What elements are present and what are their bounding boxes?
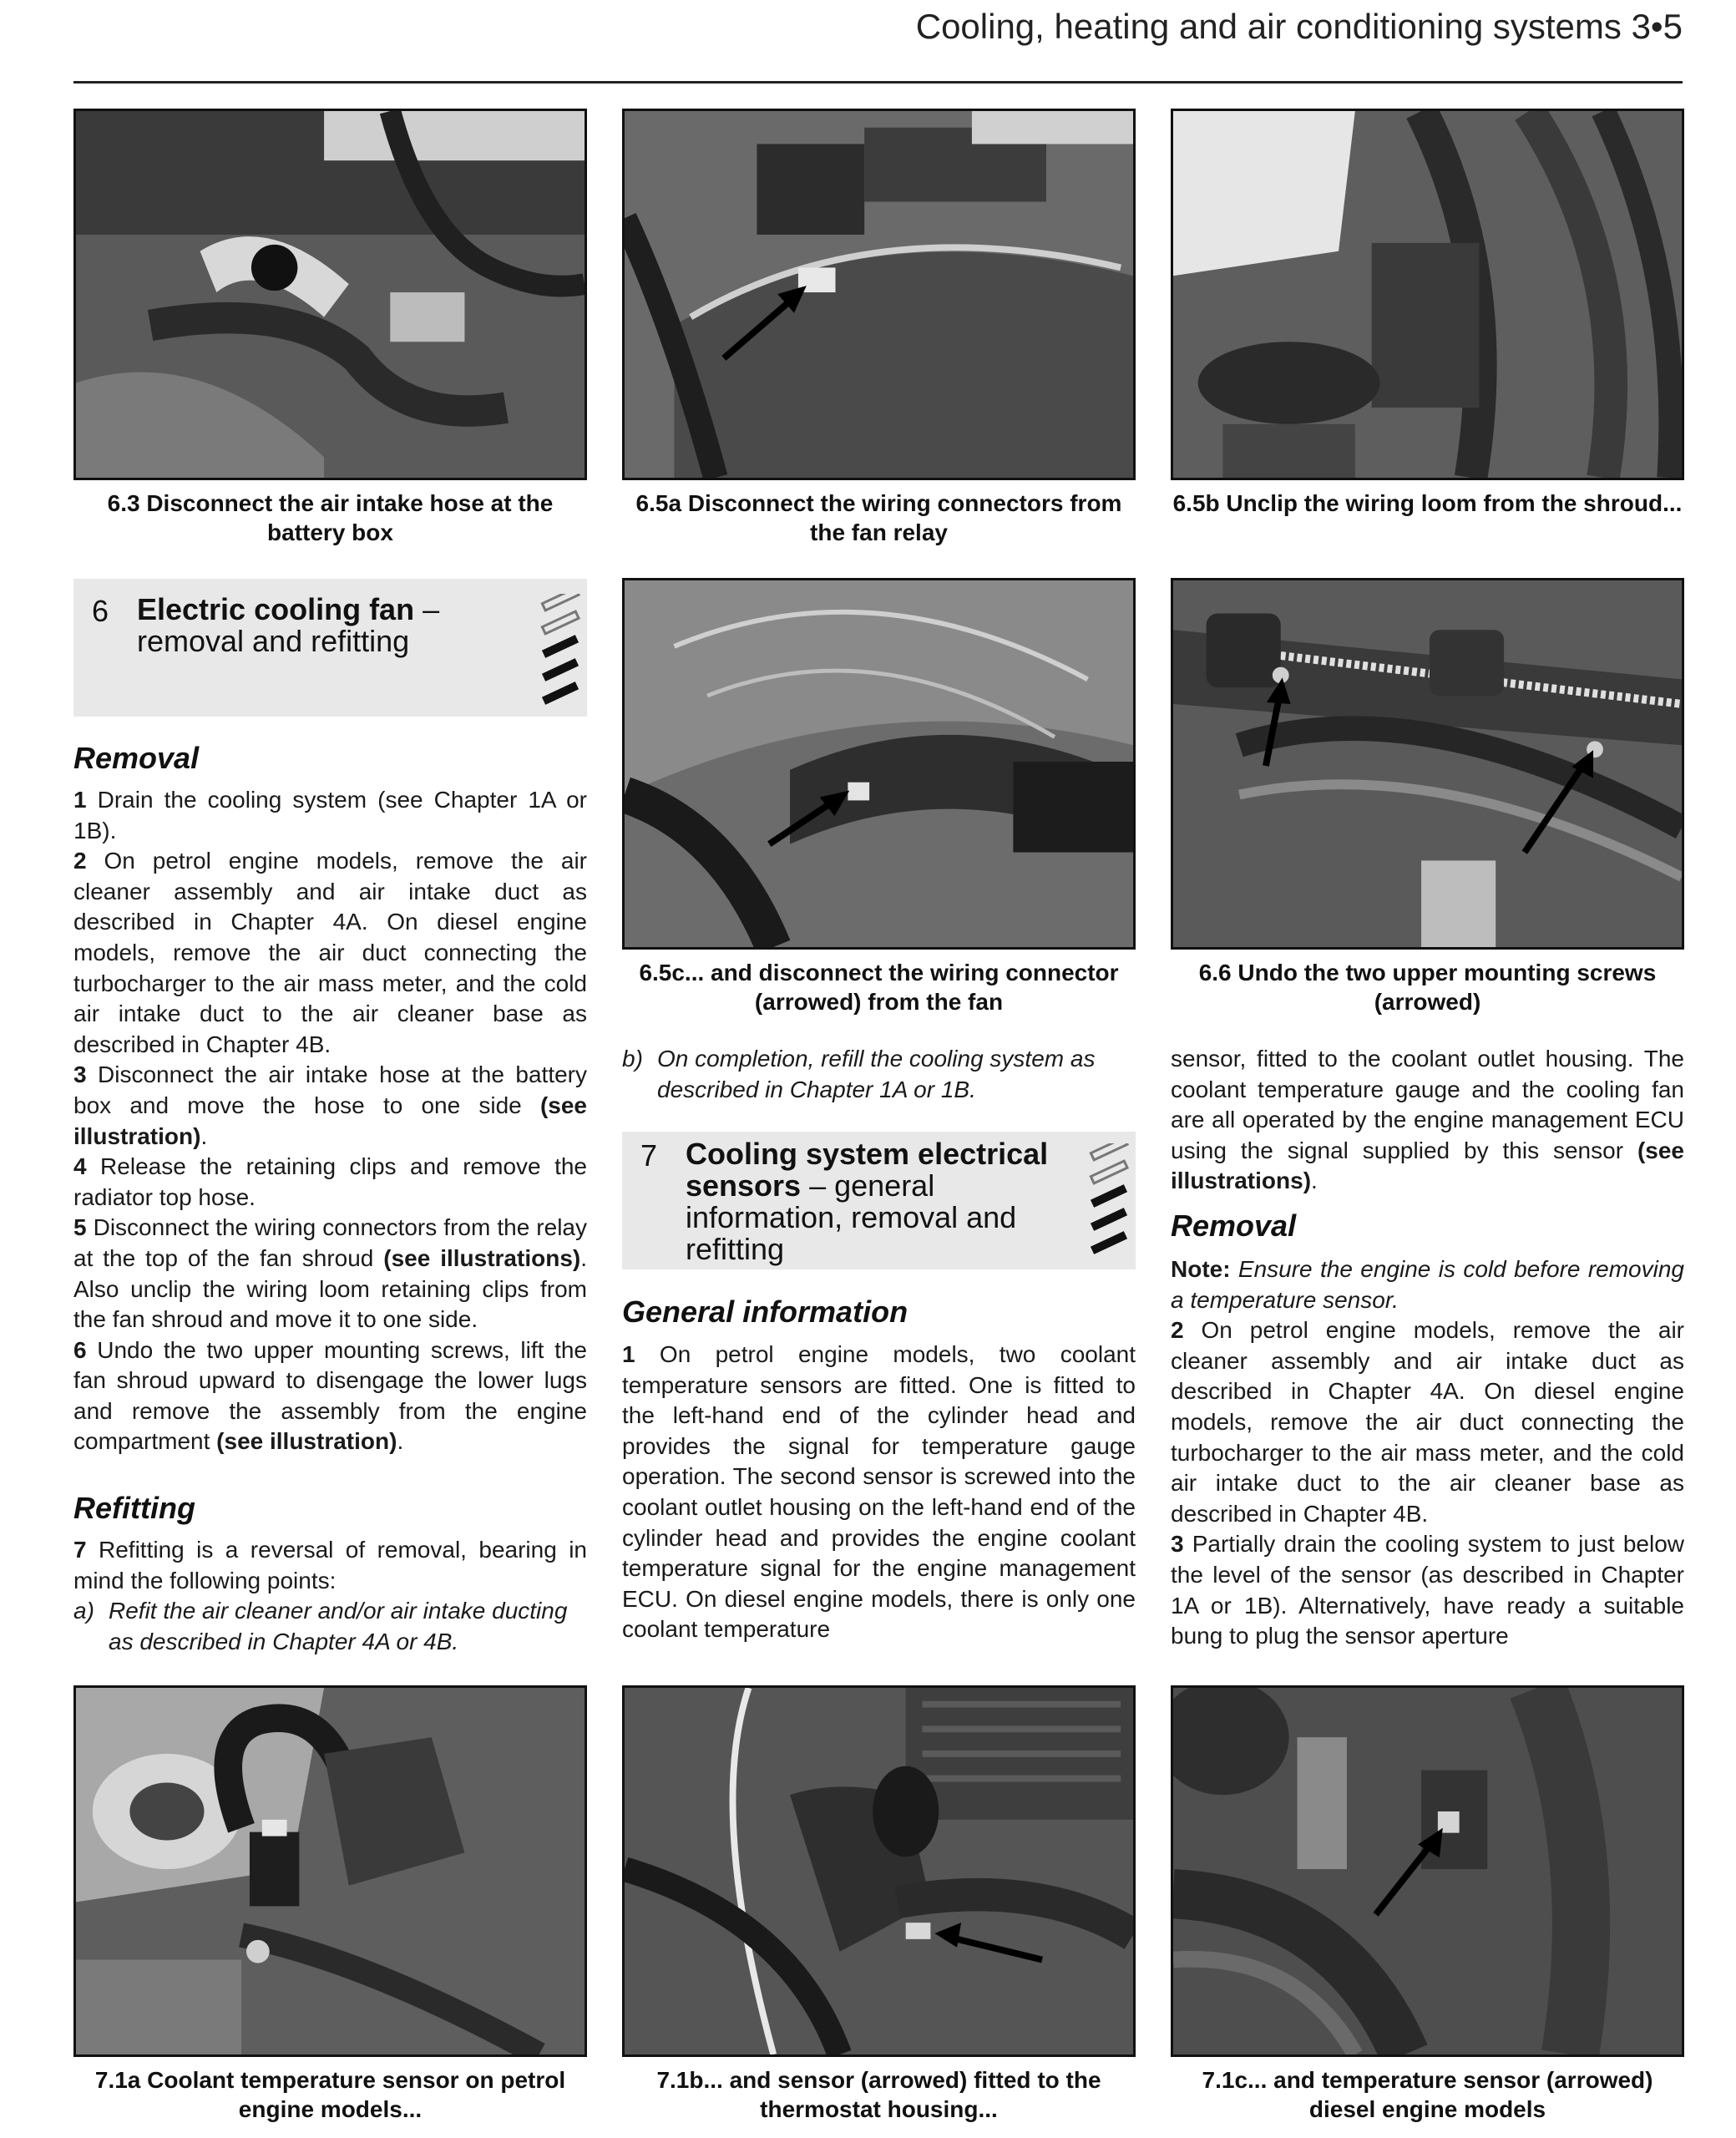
caption-6-5b: 6.5b Unclip the wiring loom from the shroud... [1172,490,1683,516]
section-7-general-text [622,1340,1136,1645]
photo-6-6 [1171,578,1684,950]
caption-7-1c: 7.1c... and temperature sensor (arrowed) diesel engine models [1202,2067,1653,2122]
step-7-1: 1 On petrol engine models, two coolant temperature sensors are fitted. One is fitted to the left-hand end of the cylinder head and provides the signal for temperature gauge operation. The second sensor is screwed into the coolant outlet housing on the left-hand end of the cylinder head and provides the engine coolant temperature signal for the engine management ECU. On diesel engine models, there is only one coolant temperature [622,1341,1136,1643]
section-6-removal-steps [73,785,587,1457]
step-7-3: 3 Partially drain the cooling system to just below the level of the sensor (as described in Chapter 1A or 1B). Alternatively, have ready a suitable bung to plug the sensor aperture [1171,1531,1684,1649]
section-6-removal-heading: Removal [73,741,200,775]
photo-6-5b [1171,109,1684,480]
section-7-title-rest: – general information, removal and refitting [686,1168,1017,1266]
section-6-title-rest: – removal and refitting [137,592,440,658]
section-6-title [137,594,496,657]
section-6-heading-box [73,579,587,717]
caption-6-6: 6.6 Undo the two upper mounting screws (arrowed) [1198,960,1657,1015]
refit-point-b-block [622,1044,1136,1105]
refit-point-b: b) On completion, refill the cooling system as described in Chapter 1A or 1B. [622,1046,1096,1102]
spanners-icon [537,594,587,711]
refit-point-a: a) Refit the air cleaner and/or air intake ducting as described in Chapter 4A or 4B. [73,1598,568,1654]
photo-6-3 [73,109,587,480]
spanners-icon [1086,1143,1136,1260]
caption-7-1b: 7.1b... and sensor (arrowed) fitted to the thermostat housing... [656,2067,1101,2122]
photo-7-1c [1171,1685,1684,2057]
section-7-general-continued: sensor, fitted to the coolant outlet housing. The coolant temperature gauge and the cooling fan are all operated by the engine management ECU using the signal supplied by this sensor (see illustrations). [1171,1046,1684,1194]
caption-6-5a: 6.5a Disconnect the wiring connectors from the fan relay [635,490,1122,545]
step-6-1: 1 Drain the cooling system (see Chapter 1A or 1B). [73,787,587,844]
step-6-3: 3 Disconnect the air intake hose at the battery box and move the hose to one side (see illustration). [73,1061,587,1149]
page-header-title: Cooling, heating and air conditioning systems 3•5 [915,7,1683,46]
section-6-refitting-heading: Refitting [73,1491,195,1525]
caption-6-5c: 6.5c... and disconnect the wiring connector (arrowed) from the fan [639,960,1119,1015]
section-7-title [686,1138,1078,1265]
section-6-refitting-steps [73,1535,587,1657]
photo-7-1b [622,1685,1136,2057]
section-7-number: 7 [640,1138,658,1173]
caption-6-3: 6.3 Disconnect the air intake hose at the battery box [107,490,554,545]
caption-7-1a: 7.1a Coolant temperature sensor on petrol engine models... [94,2067,566,2122]
section-7-title-bold-1: Cooling system electrical [686,1137,1049,1171]
section-6-title-bold: Electric cooling fan [137,592,415,626]
section-6-number: 6 [92,594,109,628]
step-6-7: 7 Refitting is a reversal of removal, bearing in mind the following points: [73,1537,587,1593]
section-7-removal-steps [1171,1254,1684,1652]
step-6-6: 6 Undo the two upper mounting screws, lift the fan shroud upward to disengage the lower lugs and remove the assembly from the engine compartment (see illustration). [73,1336,587,1455]
header-rule [73,81,1683,84]
step-6-2: 2 On petrol engine models, remove the air cleaner assembly and air intake duct as described in Chapter 4A. On diesel engine models, remove the air duct connecting the turbocharger to the air mass meter, and the cold air intake duct to the air cleaner base as described in Chapter 4B. [73,848,587,1057]
section-7-title-bold-2: sensors [686,1168,802,1203]
photo-7-1a [73,1685,587,2057]
photo-6-5a [622,109,1136,480]
step-6-5: 5 Disconnect the wiring connectors from the relay at the top of the fan shroud (see illustrations). Also unclip the wiring loom retaining clips from the fan shroud and move it to one side. [73,1214,587,1333]
step-6-4: 4 Release the retaining clips and remove the radiator top hose. [73,1153,587,1210]
section-7-note: Note: Ensure the engine is cold before removing a temperature sensor. [1171,1256,1684,1313]
section-7-heading-box [622,1132,1136,1269]
step-7-2: 2 On petrol engine models, remove the air cleaner assembly and air intake duct as described in Chapter 4A. On diesel engine models, remove the air duct connecting the turbocharger to the air mass meter, and the cold air intake duct to the air cleaner base as described in Chapter 4B. [1171,1317,1684,1527]
photo-6-5c [622,578,1136,950]
section-7-general-heading: General information [622,1294,908,1329]
section-7-removal-heading: Removal [1171,1208,1297,1243]
